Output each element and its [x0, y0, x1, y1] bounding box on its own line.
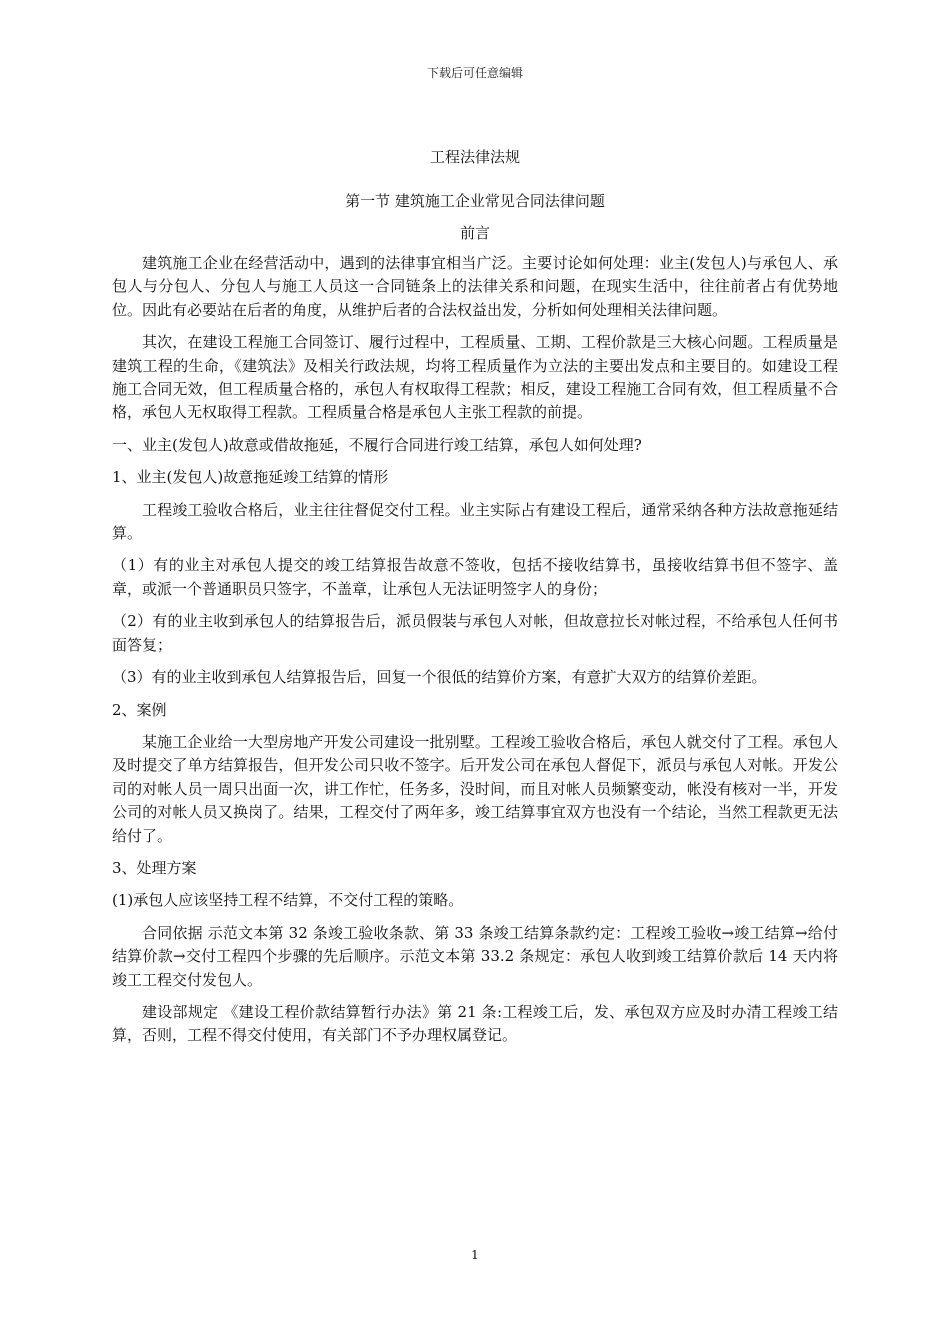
paragraph: 建筑施工企业在经营活动中，遇到的法律事宜相当广泛。主要讨论如何处理：业主(发包人)与承包人、承包人与分包人、分包人与施工人员这一合同链条上的法律关系和问题，在现实生活中，往往前者占有优势地位。因此有必要站在后者的角度，从维护后者的合法权益出发，分析如何处理相关法律问题。	[112, 254, 838, 319]
paragraph: 建设部规定 《建设工程价款结算暂行办法》第 21 条:工程竣工后，发、承包双方应及时办清工程竣工结算，否则，工程不得交付使用，有关部门不予办理权属登记。	[112, 1002, 838, 1045]
document-title: 工程法律法规	[429, 148, 520, 166]
heading-level-1: 一、业主(发包人)故意或借故拖延，不履行合同进行竣工结算，承包人如何处理?	[112, 435, 642, 454]
paragraph: 其次，在建设工程施工合同签订、履行过程中，工程质量、工期、工程价款是三大核心问题。工程质量是建筑工程的生命，《建筑法》及相关行政法规，均将工程质量作为立法的主要出发点和主要目的。如建设工程施工合同无效，但工程质量合格的，承包人有权取得工程款；相反，建设工程施工合同有效，但工程质量不合格，承包人无权取得工程款。工程质量合格是承包人主张工程款的前提。	[112, 333, 838, 422]
list-item: （1）有的业主对承包人提交的竣工结算报告故意不签收，包括不接收结算书，虽接收结算书但不签字、盖章，或派一个普通职员只签字，不盖章，让承包人无法证明签字人的身份；	[112, 556, 838, 598]
preface-title: 前言	[459, 224, 490, 242]
heading-level-2: 2、案例	[112, 700, 167, 719]
page-number: 1	[471, 1248, 479, 1262]
list-item: （3）有的业主收到承包人结算报告后，回复一个很低的结算价方案，有意扩大双方的结算价差距。	[112, 668, 767, 687]
heading-level-2: 1、业主(发包人)故意拖延竣工结算的情形	[112, 468, 389, 487]
document-body	[112, 146, 838, 1057]
list-item: （2）有的业主收到承包人的结算报告后，派员假装与承包人对帐，但故意拉长对帐过程，不给承包人任何书面答复；	[112, 612, 838, 654]
section-title: 第一节 建筑施工企业常见合同法律问题	[345, 192, 605, 210]
list-item: (1)承包人应该坚持工程不结算，不交付工程的策略。	[112, 891, 464, 910]
heading-level-2: 3、处理方案	[112, 858, 197, 877]
paragraph: 工程竣工验收合格后，业主往往督促交付工程。业主实际占有建设工程后，通常采纳各种方法故意拖延结算。	[112, 500, 838, 543]
paragraph: 某施工企业给一大型房地产开发公司建设一批别墅。工程竣工验收合格后，承包人就交付了工程。承包人及时提交了单方结算报告，但开发公司只收不签字。后开发公司在承包人督促下，派员与承包人对帐。开发公司的对帐人员一周只出面一次，讲工作忙，任务多，没时间，而且对帐人员频繁变动，帐没有核对一半，开发公司的对帐人员又换岗了。结果，工程交付了两年多，竣工结算事宜双方也没有一个结论，当然工程款更无法给付了。	[112, 732, 838, 845]
paragraph: 合同依据 示范文本第 32 条竣工验收条款、第 33 条竣工结算条款约定：工程竣工验收→竣工结算→给付结算价款→交付工程四个步骤的先后顺序。示范文本第 33.2 条规定：承包人收到竣工结算价款后 14 天内将竣工工程交付发包人。	[112, 923, 838, 989]
header-note: 下载后可任意编辑	[426, 66, 523, 80]
